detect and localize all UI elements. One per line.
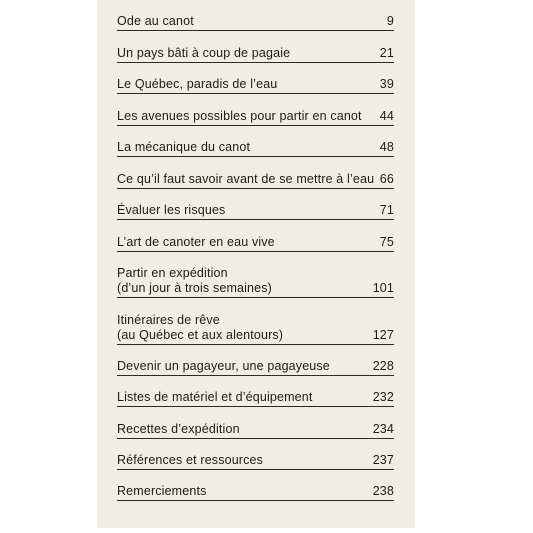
toc-entry-page: 238 [372, 484, 394, 498]
toc-entry [117, 46, 394, 63]
toc-entry-title: Ce qu’il faut savoir avant de se mettre à l’eau [117, 172, 375, 186]
toc-entry [117, 140, 394, 157]
toc-entry-page: 44 [379, 109, 394, 123]
toc-entry-title: Les avenues possibles pour partir en canot [117, 109, 362, 123]
toc-entry [117, 390, 394, 407]
toc-entry-title: Un pays bâti à coup de pagaie [117, 46, 291, 60]
toc-entry [117, 77, 394, 94]
toc-entry-title: Le Québec, paradis de l’eau [117, 77, 278, 91]
toc-entry [117, 453, 394, 470]
toc-entry-title: Devenir un pagayeur, une pagayeuse [117, 359, 330, 373]
toc-entry [117, 172, 394, 189]
toc-entry-page: 232 [372, 390, 394, 404]
toc-entry-title: L’art de canoter en eau vive [117, 235, 275, 249]
toc-entry-page: 234 [372, 422, 394, 436]
toc-entry-page: 127 [372, 328, 394, 342]
toc-entry [117, 235, 394, 252]
toc-entry [117, 203, 394, 220]
toc-entry-title: Itinéraires de rêve (au Québec et aux alentours) [117, 313, 284, 342]
toc-entry-page: 101 [372, 281, 394, 295]
book-page [97, 0, 415, 528]
toc-entry-title: Références et ressources [117, 453, 264, 467]
toc-entry [117, 484, 394, 501]
toc-entry-page: 39 [379, 77, 394, 91]
toc-entry-page: 21 [379, 46, 394, 60]
toc-entry-title: Ode au canot [117, 14, 194, 28]
toc-entry [117, 422, 394, 439]
toc-entry-title: La mécanique du canot [117, 140, 251, 154]
toc-entry [117, 14, 394, 31]
toc-entry [117, 109, 394, 126]
toc-entry-page: 66 [379, 172, 394, 186]
toc-entry-page: 75 [379, 235, 394, 249]
toc-entry-page: 71 [379, 203, 394, 217]
toc-entry-page: 237 [372, 453, 394, 467]
toc-entry [117, 359, 394, 376]
toc-entry-page: 48 [379, 140, 394, 154]
toc-entry-title: Remerciements [117, 484, 207, 498]
toc-entry-title: Partir en expédition (d’un jour à trois semaines) [117, 266, 272, 295]
toc-entry-page: 9 [386, 14, 394, 28]
toc-entry-page: 228 [372, 359, 394, 373]
toc-entry [117, 266, 394, 298]
toc-entry-title: Évaluer les risques [117, 203, 226, 217]
toc-entry-title: Recettes d’expédition [117, 422, 240, 436]
toc-entry [117, 313, 394, 345]
toc-entry-title: Listes de matériel et d’équipement [117, 390, 313, 404]
